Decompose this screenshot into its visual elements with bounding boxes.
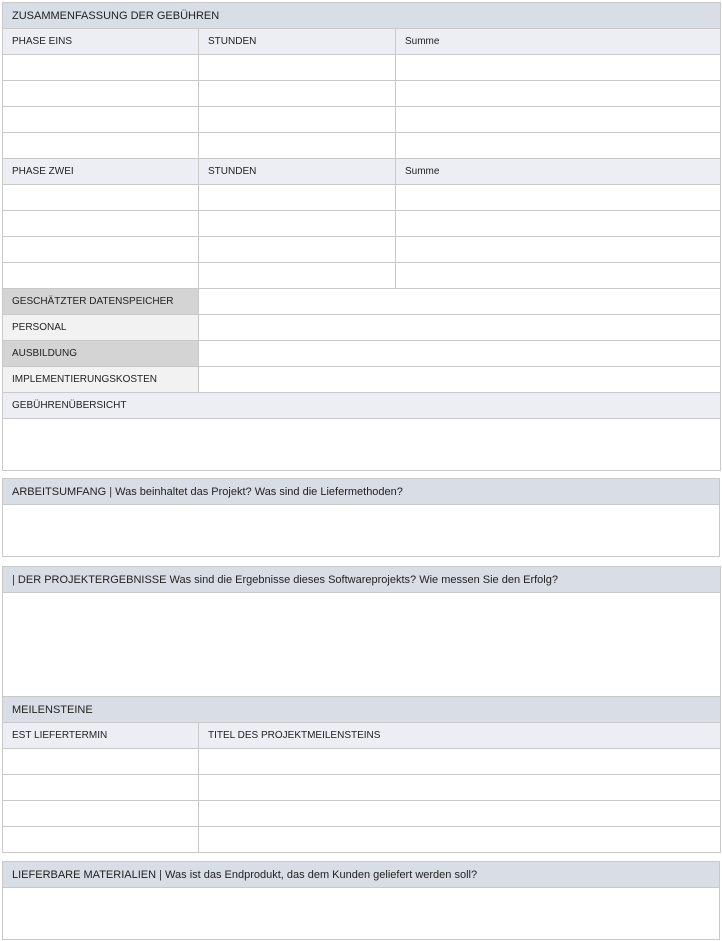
scope-question: Was beinhaltet das Projekt? Was sind die Liefermethoden? [115, 485, 403, 498]
fee-overview-label: GEBÜHRENÜBERSICHT [3, 393, 721, 419]
personnel-label: PERSONAL [3, 315, 199, 341]
phase-one-hours-cell[interactable] [199, 133, 396, 159]
phase-two-sum-cell[interactable] [396, 211, 721, 237]
phase-one-cell[interactable] [3, 55, 199, 81]
phase-two-sum-cell[interactable] [396, 185, 721, 211]
phase-one-sum-cell[interactable] [396, 133, 721, 159]
scope-field[interactable] [3, 505, 720, 557]
phase-two-hours-header: STUNDEN [199, 159, 396, 185]
milestones-title: MEILENSTEINE [3, 697, 721, 723]
phase-two-sum-header: Summe [396, 159, 721, 185]
milestone-title-header: TITEL DES PROJEKTMEILENSTEINS [199, 723, 721, 749]
phase-two-hours-cell[interactable] [199, 211, 396, 237]
results-header [3, 567, 721, 593]
results-table [2, 566, 721, 853]
phase-two-hours-cell[interactable] [199, 185, 396, 211]
deliverables-label: LIEFERBARE MATERIALIEN [12, 868, 157, 881]
phase-two-cell[interactable] [3, 211, 199, 237]
scope-label: ARBEITSUMFANG [12, 485, 107, 498]
deliverables-header [3, 862, 720, 888]
deliverables-question: Was ist das Endprodukt, das dem Kunden geliefert werden soll? [165, 868, 478, 881]
phase-two-label: PHASE ZWEI [3, 159, 199, 185]
scope-header [3, 479, 720, 505]
fee-summary-title: ZUSAMMENFASSUNG DER GEBÜHREN [3, 3, 721, 29]
results-field[interactable] [3, 593, 721, 697]
milestone-title-cell[interactable] [199, 749, 721, 775]
milestone-date-cell[interactable] [3, 827, 199, 853]
scope-table [2, 478, 720, 557]
implementation-costs-label: IMPLEMENTIERUNGSKOSTEN [3, 367, 199, 393]
phase-one-sum-cell[interactable] [396, 107, 721, 133]
phase-one-hours-cell[interactable] [199, 107, 396, 133]
phase-two-sum-cell[interactable] [396, 263, 721, 289]
phase-two-hours-cell[interactable] [199, 237, 396, 263]
phase-one-hours-header: STUNDEN [199, 29, 396, 55]
deliverables-field[interactable] [3, 888, 720, 940]
phase-two-cell[interactable] [3, 185, 199, 211]
phase-two-sum-cell[interactable] [396, 237, 721, 263]
milestone-date-cell[interactable] [3, 749, 199, 775]
training-label: AUSBILDUNG [3, 341, 199, 367]
results-separator: | [12, 573, 15, 586]
phase-one-sum-header: Summe [396, 29, 721, 55]
phase-one-label: PHASE EINS [3, 29, 199, 55]
phase-one-hours-cell[interactable] [199, 55, 396, 81]
phase-one-cell[interactable] [3, 133, 199, 159]
milestone-title-cell[interactable] [199, 801, 721, 827]
milestone-date-cell[interactable] [3, 775, 199, 801]
phase-two-cell[interactable] [3, 237, 199, 263]
phase-one-cell[interactable] [3, 107, 199, 133]
phase-one-sum-cell[interactable] [396, 55, 721, 81]
phase-one-sum-cell[interactable] [396, 81, 721, 107]
est-delivery-date-header: EST LIEFERTERMIN [3, 723, 199, 749]
milestone-title-cell[interactable] [199, 775, 721, 801]
deliverables-table [2, 861, 720, 940]
phase-one-hours-cell[interactable] [199, 81, 396, 107]
deliverables-separator: | [159, 868, 162, 881]
results-label: DER PROJEKTERGEBNISSE [17, 573, 167, 586]
scope-separator: | [109, 485, 113, 498]
milestone-date-cell[interactable] [3, 801, 199, 827]
phase-two-cell[interactable] [3, 263, 199, 289]
estimated-storage-value[interactable] [199, 289, 721, 315]
fee-summary-table [2, 2, 721, 471]
estimated-storage-label: GESCHÄTZTER DATENSPEICHER [3, 289, 199, 315]
personnel-value[interactable] [199, 315, 721, 341]
phase-two-hours-cell[interactable] [199, 263, 396, 289]
implementation-costs-value[interactable] [199, 367, 721, 393]
phase-one-cell[interactable] [3, 81, 199, 107]
fee-overview-field[interactable] [3, 419, 721, 471]
milestone-title-cell[interactable] [199, 827, 721, 853]
results-question: Was sind die Ergebnisse dieses Softwareprojekts? Wie messen Sie den Erfolg? [169, 573, 558, 586]
training-value[interactable] [199, 341, 721, 367]
